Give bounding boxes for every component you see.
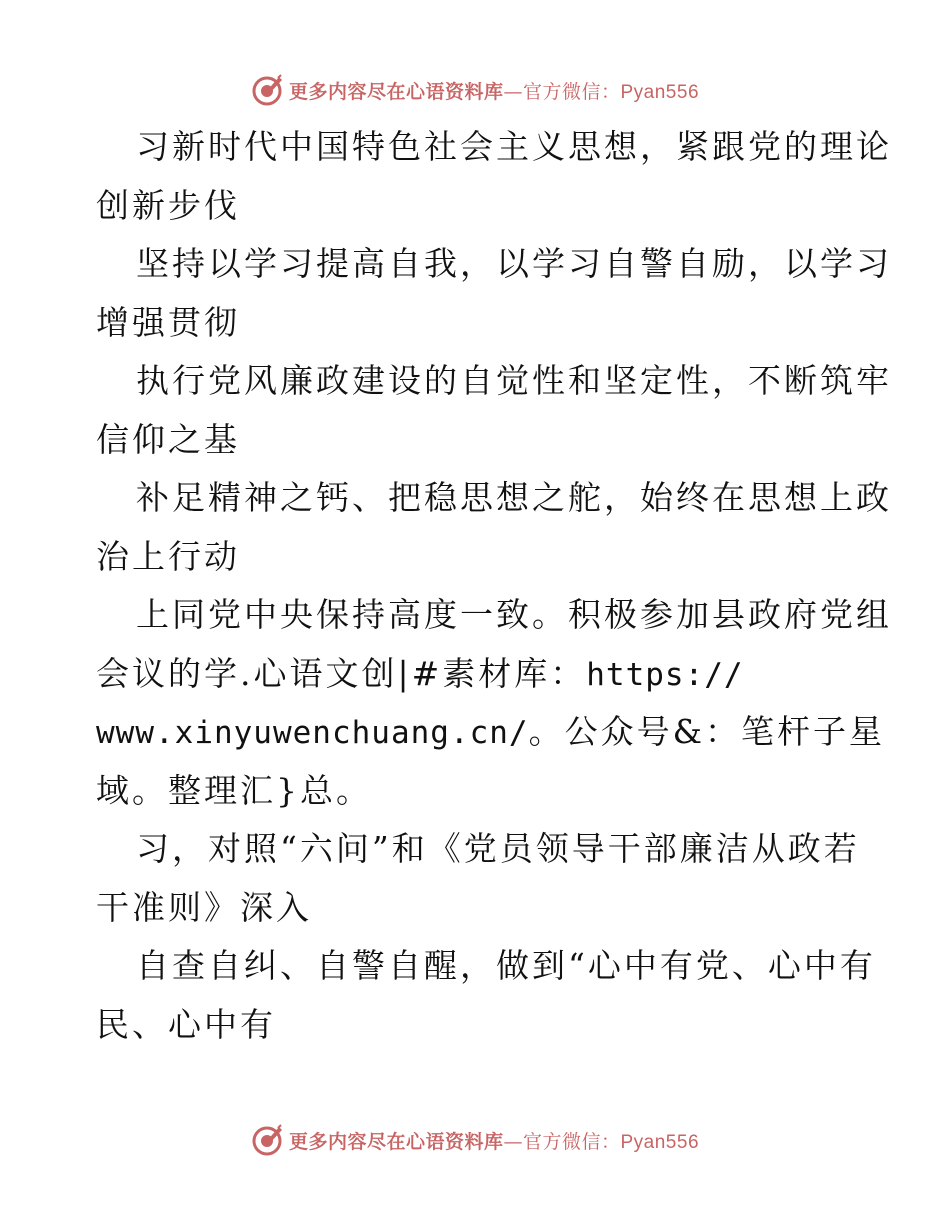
banner-dash: —	[503, 1130, 523, 1153]
banner-wechat-label: 官方微信：	[522, 80, 621, 103]
footer-banner	[0, 1120, 950, 1160]
source-url-part: https://	[586, 656, 744, 693]
paragraph-line: 坚持以学习提高自我，以学习自警自励，以学习	[136, 244, 892, 283]
pen-logo-icon	[251, 73, 285, 107]
paragraph-line: 执行党风廉政建设的自觉性和坚定性，不断筑牢	[136, 361, 892, 400]
document-body	[96, 118, 892, 1054]
paragraph-line: 习新时代中国特色社会主义思想，紧跟党的理论	[136, 127, 892, 166]
source-text: 会议的学.心语文创|#素材库：	[96, 653, 587, 693]
paragraph-line: 补足精神之钙、把稳思想之舵，始终在思想上政	[136, 478, 892, 517]
paragraph-line: 增强贯彻	[96, 302, 240, 342]
banner-text	[289, 1127, 699, 1154]
paragraph-line	[96, 703, 885, 762]
banner-text	[289, 77, 699, 104]
paragraph-line: 习，对照“六问”和《党员领导干部廉洁从政若	[136, 829, 860, 868]
paragraph-line: 域。整理汇}总。	[96, 770, 372, 810]
paragraph-line: 创新步伐	[96, 185, 240, 225]
public-account-text: 。公众号&：笔杆子星	[528, 712, 885, 751]
banner-wechat-label: 官方微信：	[522, 1130, 621, 1153]
banner-wechat-id: Pyan556	[620, 81, 700, 103]
banner-title: 更多内容尽在心语资料库	[288, 80, 504, 103]
banner-title: 更多内容尽在心语资料库	[288, 1130, 504, 1153]
header-banner	[0, 70, 950, 110]
paragraph-line	[96, 645, 866, 704]
paragraph-line: 治上行动	[96, 536, 240, 576]
banner-dash: —	[503, 80, 523, 103]
banner-wechat-id: Pyan556	[620, 1131, 700, 1153]
paragraph-line: 自查自纠、自警自醒，做到“心中有党、心中有	[136, 946, 876, 985]
source-url: www.xinyuwenchuang.cn/	[96, 715, 529, 751]
pen-logo-icon	[251, 1123, 285, 1157]
paragraph-line: 信仰之基	[96, 419, 240, 459]
paragraph-line: 干准则》深入	[96, 887, 312, 927]
paragraph-line: 民、心中有	[96, 1004, 276, 1044]
paragraph-line: 上同党中央保持高度一致。积极参加县政府党组	[136, 595, 892, 634]
